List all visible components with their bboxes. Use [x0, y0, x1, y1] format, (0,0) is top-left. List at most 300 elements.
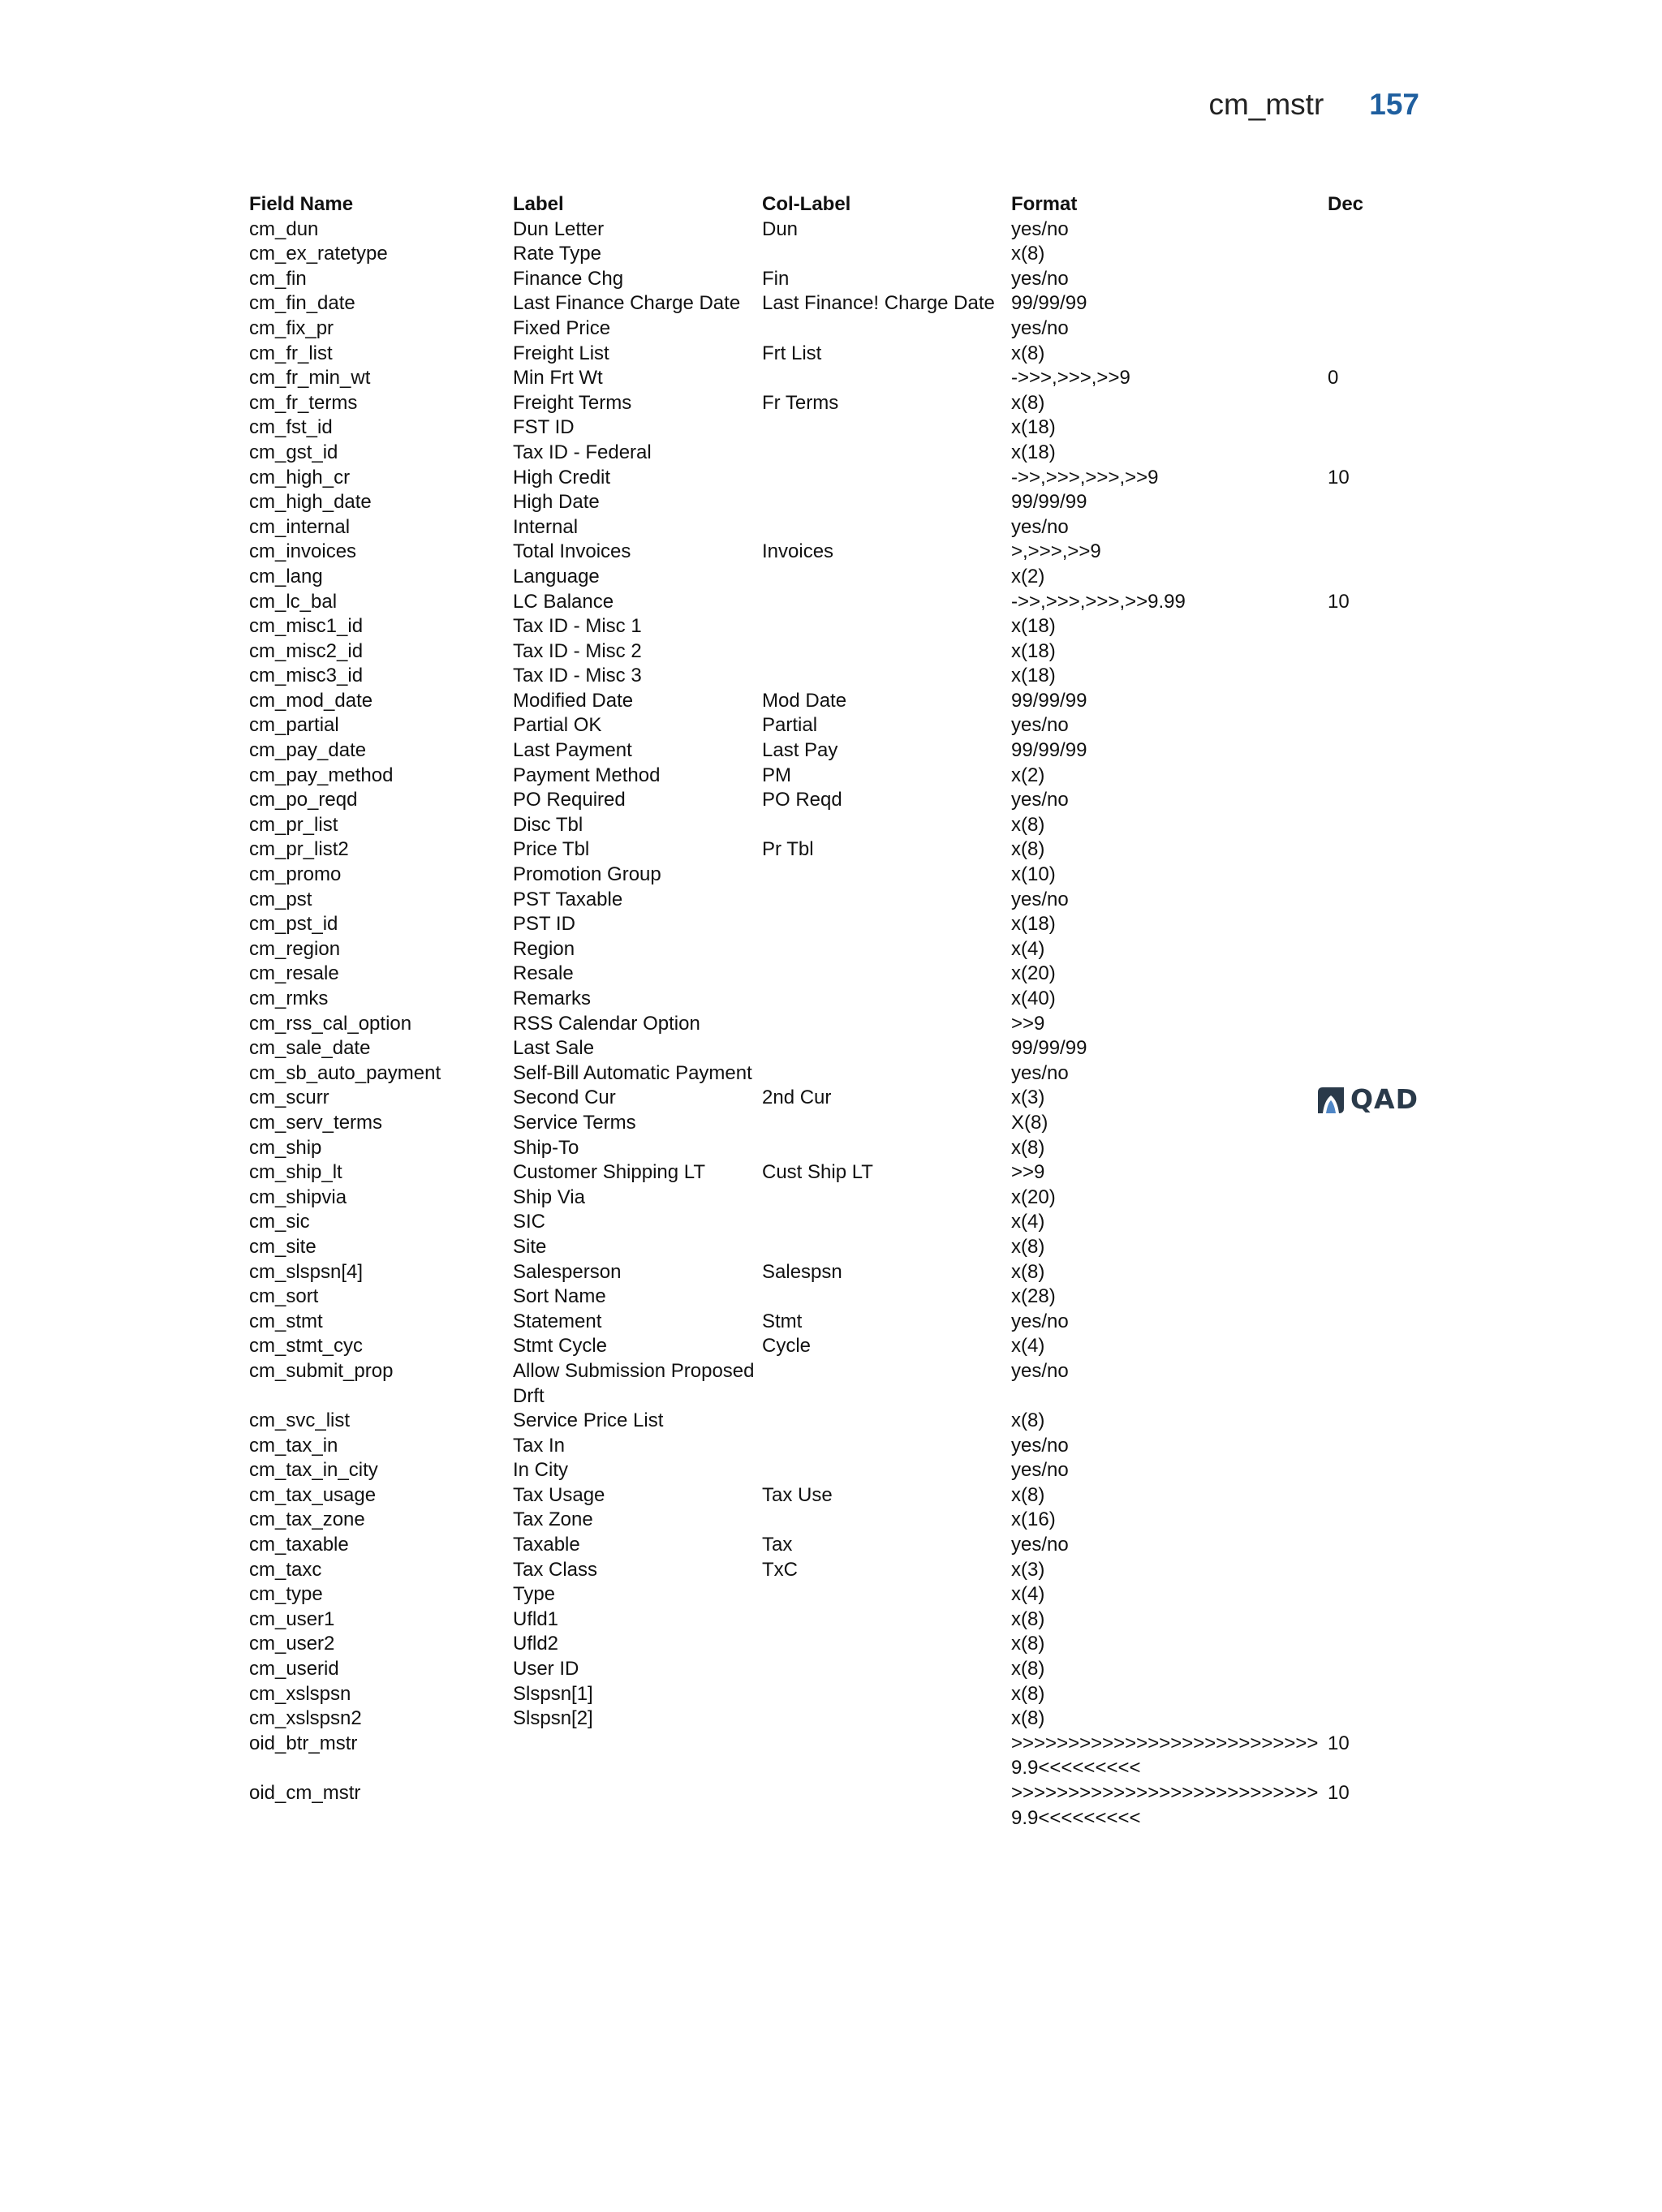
field-name: cm_taxc	[249, 1558, 322, 1581]
field-label: Taxable	[513, 1534, 580, 1556]
field-dec	[1328, 515, 1410, 540]
field-format: x(8)	[1011, 1707, 1045, 1730]
table-row	[249, 1086, 1410, 1111]
field-format: 99/99/99	[1011, 689, 1087, 712]
field-format: x(18)	[1011, 665, 1056, 687]
field-name: cm_fin	[249, 267, 307, 290]
field-col-label	[762, 1235, 1011, 1260]
field-col-label	[762, 515, 1011, 540]
field-label: Slspsn[1]	[513, 1682, 593, 1705]
field-format: x(40)	[1011, 988, 1056, 1009]
field-dec	[1328, 1434, 1410, 1459]
field-dec	[1328, 565, 1410, 590]
table-row	[249, 1111, 1410, 1136]
field-label: Type	[513, 1583, 556, 1606]
field-label: Ufld2	[513, 1633, 559, 1655]
field-format: 99/99/99	[1011, 1037, 1087, 1060]
field-label: Customer Shipping LT	[513, 1161, 705, 1184]
field-format: x(4)	[1011, 1583, 1045, 1606]
field-label: High Credit	[513, 466, 611, 488]
table-row	[249, 540, 1410, 565]
col-label-header: Col-Label	[762, 193, 851, 215]
field-col-label	[762, 1458, 1011, 1483]
field-dec	[1328, 1483, 1410, 1508]
field-format: x(8)	[1011, 1235, 1045, 1258]
field-format: >>>>>>>>>>>>>>>>>>>>>>>>>>>9.9<<<<<<<<<	[1011, 1782, 1319, 1829]
field-format: yes/no	[1011, 1359, 1069, 1382]
field-dec	[1328, 1458, 1410, 1483]
table-row	[249, 888, 1410, 913]
field-col-label	[762, 366, 1011, 391]
field-name: cm_misc1_id	[249, 615, 364, 638]
table-row	[249, 1235, 1410, 1260]
field-name: oid_cm_mstr	[249, 1782, 361, 1804]
field-name: cm_fin_date	[249, 292, 355, 315]
field-name: cm_mod_date	[249, 689, 373, 712]
field-name: cm_internal	[249, 515, 351, 538]
qad-logo-text: QAD	[1350, 1083, 1419, 1115]
field-dec	[1328, 813, 1410, 838]
field-name: cm_promo	[249, 863, 342, 886]
field-col-label	[762, 1111, 1011, 1136]
field-dec	[1328, 316, 1410, 342]
field-col-label	[762, 490, 1011, 515]
field-name: cm_po_reqd	[249, 789, 358, 811]
field-label: Modified Date	[513, 689, 634, 712]
field-dec	[1328, 788, 1410, 813]
field-label: Tax Usage	[513, 1483, 605, 1506]
field-dec	[1328, 664, 1410, 689]
field-label: Ufld1	[513, 1607, 559, 1630]
field-col-label	[762, 888, 1011, 913]
field-name: oid_btr_mstr	[249, 1732, 358, 1754]
table-row	[249, 415, 1410, 441]
format-header: Format	[1011, 193, 1078, 215]
field-col-label	[762, 937, 1011, 962]
field-dec	[1328, 1533, 1410, 1558]
field-name: cm_svc_list	[249, 1409, 351, 1432]
field-name: cm_sb_auto_payment	[249, 1061, 441, 1084]
field-col-label: Tax Use	[762, 1483, 833, 1506]
table-row	[249, 1260, 1410, 1285]
field-format: yes/no	[1011, 1434, 1069, 1457]
field-format: x(8)	[1011, 342, 1045, 364]
field-format: x(8)	[1011, 1409, 1045, 1432]
field-name: cm_stmt_cyc	[249, 1335, 364, 1358]
field-label: Language	[513, 565, 600, 587]
field-format: x(8)	[1011, 1658, 1045, 1681]
field-col-label	[762, 987, 1011, 1012]
table-row	[249, 664, 1410, 689]
field-dec	[1328, 1235, 1410, 1260]
field-dec	[1328, 1706, 1410, 1732]
qad-logo	[1316, 1083, 1419, 1115]
table-row	[249, 1409, 1410, 1434]
field-name: cm_taxable	[249, 1534, 349, 1556]
field-format: x(20)	[1011, 962, 1056, 985]
field-col-label	[762, 1136, 1011, 1161]
field-col-label	[762, 1632, 1011, 1657]
field-label: Service Terms	[513, 1111, 636, 1134]
field-format: yes/no	[1011, 515, 1069, 538]
field-name: cm_slspsn[4]	[249, 1260, 364, 1283]
table-row	[249, 1434, 1410, 1459]
table-row	[249, 1558, 1410, 1583]
field-dec	[1328, 1582, 1410, 1607]
field-dec	[1328, 837, 1410, 863]
table-row	[249, 316, 1410, 342]
field-label: LC Balance	[513, 590, 614, 613]
field-label: PST ID	[513, 913, 575, 936]
table-row	[249, 788, 1410, 813]
field-format: yes/no	[1011, 1310, 1069, 1332]
field-col-label: PO Reqd	[762, 789, 842, 811]
field-col-label	[762, 466, 1011, 491]
field-label: Tax ID - Misc 1	[513, 615, 642, 638]
field-col-label	[762, 1706, 1011, 1732]
field-dec	[1328, 1632, 1410, 1657]
field-format: x(18)	[1011, 913, 1056, 936]
field-label: Salesperson	[513, 1260, 622, 1283]
table-row	[249, 342, 1410, 367]
field-format: x(8)	[1011, 1136, 1045, 1159]
table-row	[249, 441, 1410, 466]
field-dec: 10	[1328, 1732, 1350, 1754]
field-name: cm_invoices	[249, 540, 357, 563]
field-col-label	[762, 1434, 1011, 1459]
field-format: x(18)	[1011, 615, 1056, 638]
table-row	[249, 291, 1410, 316]
field-dec	[1328, 764, 1410, 789]
field-dec	[1328, 888, 1410, 913]
field-dec	[1328, 713, 1410, 738]
field-col-label	[762, 1061, 1011, 1087]
field-label: Rate Type	[513, 243, 601, 265]
field-name: cm_lang	[249, 565, 323, 587]
field-name: cm_sic	[249, 1211, 310, 1233]
field-format: X(8)	[1011, 1111, 1048, 1134]
table-row	[249, 1781, 1410, 1831]
field-label: Tax ID - Misc 2	[513, 639, 642, 662]
field-dec	[1328, 937, 1410, 962]
field-format: ->>>,>>>,>>9	[1011, 367, 1130, 389]
table-header-row	[249, 192, 1410, 217]
field-format: x(28)	[1011, 1285, 1056, 1308]
field-label: Sort Name	[513, 1285, 606, 1308]
field-name: cm_region	[249, 937, 341, 960]
field-format: >>>>>>>>>>>>>>>>>>>>>>>>>>>9.9<<<<<<<<<	[1011, 1732, 1319, 1779]
field-name: cm_tax_in	[249, 1434, 338, 1457]
field-label: Region	[513, 937, 575, 960]
field-col-label: Partial	[762, 714, 818, 737]
field-name: cm_rmks	[249, 988, 329, 1009]
field-name: cm_high_cr	[249, 466, 351, 488]
field-col-label	[762, 242, 1011, 267]
table-row	[249, 1657, 1410, 1682]
table-row	[249, 1334, 1410, 1359]
field-label: User ID	[513, 1658, 579, 1681]
field-name: cm_scurr	[249, 1087, 329, 1109]
field-format: yes/no	[1011, 789, 1069, 811]
field-format: 99/99/99	[1011, 491, 1087, 514]
field-name: cm_user1	[249, 1607, 335, 1630]
field-format: x(8)	[1011, 813, 1045, 836]
table-row	[249, 515, 1410, 540]
field-name: cm_stmt	[249, 1310, 323, 1332]
field-dec	[1328, 1409, 1410, 1434]
table-row	[249, 912, 1410, 937]
field-label: Min Frt Wt	[513, 367, 603, 389]
field-label: Stmt Cycle	[513, 1335, 608, 1358]
field-col-label	[762, 1186, 1011, 1211]
field-name: cm_pay_date	[249, 739, 367, 762]
field-dec	[1328, 391, 1410, 416]
field-label: Ship Via	[513, 1186, 585, 1208]
field-name: cm_fr_min_wt	[249, 367, 371, 389]
field-col-label	[762, 1359, 1011, 1409]
field-dec	[1328, 267, 1410, 292]
field-col-label: Tax	[762, 1534, 793, 1556]
field-dec	[1328, 1334, 1410, 1359]
field-dec	[1328, 1657, 1410, 1682]
field-name: cm_pr_list2	[249, 838, 349, 861]
table-row	[249, 1012, 1410, 1037]
table-row	[249, 1186, 1410, 1211]
field-label: Total Invoices	[513, 540, 631, 563]
field-dec	[1328, 1036, 1410, 1061]
field-label: Price Tbl	[513, 838, 590, 861]
field-col-label	[762, 316, 1011, 342]
field-name: cm_fr_list	[249, 342, 333, 364]
field-name: cm_submit_prop	[249, 1359, 394, 1382]
field-name: cm_shipvia	[249, 1186, 347, 1208]
field-name: cm_tax_usage	[249, 1483, 377, 1506]
field-format: x(8)	[1011, 1607, 1045, 1630]
field-col-label: PM	[762, 764, 791, 786]
field-col-label: Salespsn	[762, 1260, 842, 1283]
table-row	[249, 1582, 1410, 1607]
table-row	[249, 738, 1410, 764]
field-name: cm_pr_list	[249, 813, 338, 836]
field-name: cm_userid	[249, 1658, 339, 1681]
field-name: cm_tax_zone	[249, 1508, 365, 1531]
field-dec: 0	[1328, 367, 1339, 389]
field-label: PO Required	[513, 789, 626, 811]
field-col-label	[762, 1607, 1011, 1633]
field-name: cm_high_date	[249, 491, 372, 514]
field-label: Payment Method	[513, 764, 661, 786]
field-name: cm_ship_lt	[249, 1161, 342, 1184]
field-name: cm_dun	[249, 217, 319, 240]
table-row	[249, 590, 1410, 615]
field-label: Second Cur	[513, 1087, 616, 1109]
page-title: cm_mstr	[1208, 88, 1324, 121]
field-dec	[1328, 1061, 1410, 1087]
table-row	[249, 1359, 1410, 1409]
table-row	[249, 391, 1410, 416]
field-col-label: Fin	[762, 267, 790, 290]
table-row	[249, 863, 1410, 888]
field-name: cm_sort	[249, 1285, 319, 1308]
table-row	[249, 639, 1410, 665]
field-label: Slspsn[2]	[513, 1707, 593, 1730]
field-format: yes/no	[1011, 1459, 1069, 1482]
field-format: x(4)	[1011, 1211, 1045, 1233]
field-col-label: Cycle	[762, 1335, 812, 1358]
field-col-label	[762, 664, 1011, 689]
field-format: yes/no	[1011, 217, 1069, 240]
dec-header: Dec	[1328, 193, 1364, 215]
field-col-label: Stmt	[762, 1310, 803, 1332]
field-col-label	[762, 813, 1011, 838]
field-format: >>9	[1011, 1012, 1045, 1035]
field-label: Last Sale	[513, 1037, 595, 1060]
field-format: x(8)	[1011, 243, 1045, 265]
field-format: x(16)	[1011, 1508, 1056, 1531]
field-dec	[1328, 962, 1410, 987]
field-format: yes/no	[1011, 888, 1069, 910]
page-header	[1208, 88, 1419, 122]
table-row	[249, 1682, 1410, 1707]
field-col-label: Pr Tbl	[762, 838, 814, 861]
table-row	[249, 1310, 1410, 1335]
field-label: Site	[513, 1235, 547, 1258]
table-row	[249, 1458, 1410, 1483]
field-name: cm_misc2_id	[249, 639, 364, 662]
field-name: cm_resale	[249, 962, 339, 985]
field-dec	[1328, 1260, 1410, 1285]
field-dec	[1328, 1607, 1410, 1633]
table-row	[249, 1632, 1410, 1657]
field-label: Last Finance Charge Date	[513, 292, 741, 315]
field-col-label	[762, 1732, 1011, 1781]
field-dec: 10	[1328, 1782, 1350, 1804]
table-row	[249, 1508, 1410, 1533]
field-name-header: Field Name	[249, 193, 354, 215]
table-row	[249, 565, 1410, 590]
field-format: x(2)	[1011, 764, 1045, 786]
table-row	[249, 689, 1410, 714]
field-format: x(8)	[1011, 1483, 1045, 1506]
field-format: x(4)	[1011, 1335, 1045, 1358]
field-dec	[1328, 441, 1410, 466]
field-format: >>9	[1011, 1161, 1045, 1184]
field-format: x(4)	[1011, 937, 1045, 960]
field-label: Tax ID - Misc 3	[513, 665, 642, 687]
field-col-label: 2nd Cur	[762, 1087, 832, 1109]
field-name: cm_pst_id	[249, 913, 338, 936]
field-format: x(8)	[1011, 838, 1045, 861]
field-name: cm_tax_in_city	[249, 1459, 378, 1482]
field-dec	[1328, 1186, 1410, 1211]
field-col-label	[762, 962, 1011, 987]
field-label: Last Payment	[513, 739, 632, 762]
field-col-label	[762, 1210, 1011, 1235]
field-name: cm_gst_id	[249, 441, 338, 463]
field-label: Promotion Group	[513, 863, 661, 886]
field-label: FST ID	[513, 416, 575, 439]
field-col-label: Cust Ship LT	[762, 1161, 873, 1184]
table-row	[249, 1285, 1410, 1310]
field-col-label: Frt List	[762, 342, 822, 364]
table-row	[249, 813, 1410, 838]
field-col-label	[762, 912, 1011, 937]
table-row	[249, 1210, 1410, 1235]
field-label: Finance Chg	[513, 267, 624, 290]
field-label: Fixed Price	[513, 316, 611, 339]
field-format: x(20)	[1011, 1186, 1056, 1208]
table-row	[249, 1136, 1410, 1161]
field-name: cm_sale_date	[249, 1037, 371, 1060]
field-format: x(3)	[1011, 1087, 1045, 1109]
field-col-label: Fr Terms	[762, 391, 839, 414]
field-name: cm_fst_id	[249, 416, 333, 439]
field-label: Partial OK	[513, 714, 602, 737]
table-row	[249, 764, 1410, 789]
field-label: Tax In	[513, 1434, 566, 1457]
field-label: PST Taxable	[513, 888, 623, 910]
field-name: cm_partial	[249, 714, 339, 737]
table-row	[249, 1607, 1410, 1633]
field-name: cm_fix_pr	[249, 316, 334, 339]
field-label: Statement	[513, 1310, 602, 1332]
field-format: yes/no	[1011, 1061, 1069, 1084]
field-label: Service Price List	[513, 1409, 664, 1432]
field-format: x(8)	[1011, 1633, 1045, 1655]
field-col-label: Dun	[762, 217, 799, 240]
table-row	[249, 713, 1410, 738]
field-name: cm_pay_method	[249, 764, 394, 786]
field-name: cm_xslspsn2	[249, 1707, 362, 1730]
table-row	[249, 466, 1410, 491]
field-name: cm_site	[249, 1235, 316, 1258]
field-dec	[1328, 1160, 1410, 1186]
field-format: ->>,>>>,>>>,>>9.99	[1011, 590, 1186, 613]
field-format: x(8)	[1011, 1682, 1045, 1705]
field-dec	[1328, 738, 1410, 764]
field-col-label	[762, 639, 1011, 665]
field-name: cm_rss_cal_option	[249, 1012, 412, 1035]
table-row	[249, 267, 1410, 292]
field-dec	[1328, 1508, 1410, 1533]
field-name: cm_misc3_id	[249, 665, 364, 687]
table-row	[249, 937, 1410, 962]
label-header: Label	[513, 193, 564, 215]
field-name: cm_type	[249, 1583, 323, 1606]
table-row	[249, 1160, 1410, 1186]
field-format: x(18)	[1011, 639, 1056, 662]
field-dec	[1328, 1682, 1410, 1707]
field-format: x(8)	[1011, 1260, 1045, 1283]
field-dec	[1328, 1012, 1410, 1037]
field-name: cm_ex_ratetype	[249, 243, 388, 265]
field-label	[513, 1781, 762, 1831]
field-label: Remarks	[513, 988, 592, 1009]
field-dec	[1328, 912, 1410, 937]
field-col-label	[762, 1409, 1011, 1434]
field-col-label	[762, 1012, 1011, 1037]
field-name: cm_pst	[249, 888, 312, 910]
field-label: High Date	[513, 491, 600, 514]
field-dec	[1328, 987, 1410, 1012]
field-label: Freight List	[513, 342, 609, 364]
table-row	[249, 1533, 1410, 1558]
field-format: x(18)	[1011, 441, 1056, 463]
field-format: x(8)	[1011, 391, 1045, 414]
page-number: 157	[1369, 88, 1419, 121]
field-dec: 10	[1328, 590, 1350, 613]
field-format: x(18)	[1011, 416, 1056, 439]
